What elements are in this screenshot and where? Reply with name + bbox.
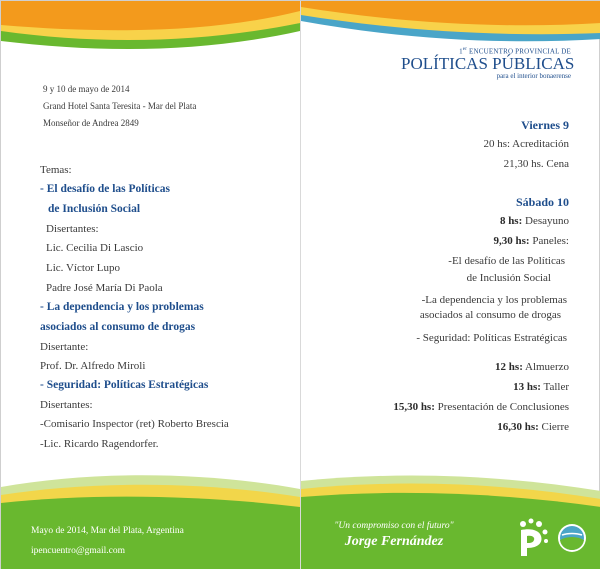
panel-1-line-2: de Inclusión Social	[466, 272, 551, 284]
day-2-item-2: 9,30 hs: Paneles:	[493, 235, 569, 247]
speaker-1c: Padre José María Di Paola	[46, 282, 163, 294]
day-2-heading: Sábado 10	[515, 195, 569, 209]
speakers-3-label: Disertantes:	[40, 399, 93, 411]
day-1-heading: Viernes 9	[521, 118, 569, 132]
panel-2-line-2: asociados al consumo de drogas	[419, 309, 561, 321]
conference-title-line-3: para el interior bonaerense	[496, 72, 571, 81]
panel-3: - Seguridad: Políticas Estratégicas	[416, 332, 567, 344]
footer-email[interactable]: ipencuentro@gmail.com	[31, 546, 125, 556]
speaker-3b: -Lic. Ricardo Ragendorfer.	[40, 438, 159, 450]
speakers-1-label: Disertantes:	[46, 223, 99, 235]
conference-title	[401, 47, 575, 81]
topic-2-line-1: - La dependencia y los problemas	[40, 301, 204, 313]
day-2-item-4: 13 hs: Taller	[513, 381, 569, 393]
day-1-item-2: 21,30 hs. Cena	[503, 158, 569, 170]
speaker-2a: Prof. Dr. Alfredo Miroli	[40, 360, 146, 372]
panel-2-line-1: -La dependencia y los problemas	[421, 294, 567, 306]
conference-title-line-1: 1er ENCUENTRO PROVINCIAL DE	[459, 47, 571, 56]
slogan-quote: "Un compromiso con el futuro"	[334, 521, 454, 531]
event-date: 9 y 10 de mayo de 2014	[43, 84, 130, 94]
fold-line	[300, 1, 301, 569]
footer-date-place: Mayo de 2014, Mar del Plata, Argentina	[31, 526, 184, 536]
speakers-2-label: Disertante:	[40, 341, 89, 353]
globe-logo-icon	[557, 523, 587, 553]
panel-1-line-1: -El desafío de las Políticas	[448, 255, 565, 267]
dots-logo-icon	[515, 518, 551, 558]
day-2-item-6: 16,30 hs: Cierre	[497, 421, 569, 433]
speaker-3a: -Comisario Inspector (ret) Roberto Brescia	[40, 418, 229, 430]
topic-3: - Seguridad: Políticas Estratégicas	[40, 379, 209, 391]
topic-2-line-2: asociados al consumo de drogas	[40, 321, 196, 333]
event-address: Monseñor de Andrea 2849	[43, 118, 139, 128]
speaker-1b: Lic. Víctor Lupo	[46, 262, 121, 274]
conference-title-line-2: POLÍTICAS PÚBLICAS	[401, 54, 575, 74]
day-2-item-1: 8 hs: Desayuno	[499, 215, 569, 227]
day-2-item-3: 12 hs: Almuerzo	[495, 361, 569, 373]
event-venue: Grand Hotel Santa Teresita - Mar del Plata	[43, 101, 197, 111]
candidate-name: Jorge Fernández	[344, 534, 444, 549]
topics-label: Temas:	[40, 164, 72, 176]
slogan-block	[319, 521, 469, 550]
day-1-item-1: 20 hs: Acreditación	[483, 138, 569, 150]
event-info	[43, 81, 196, 132]
topic-1-line-1: - El desafío de las Políticas	[40, 183, 171, 195]
speaker-1a: Lic. Cecilia Di Lascio	[46, 242, 144, 254]
topic-1-line-2: de Inclusión Social	[48, 203, 141, 215]
day-2-item-5: 15,30 hs: Presentación de Conclusiones	[393, 401, 569, 413]
footer-left	[31, 521, 184, 561]
